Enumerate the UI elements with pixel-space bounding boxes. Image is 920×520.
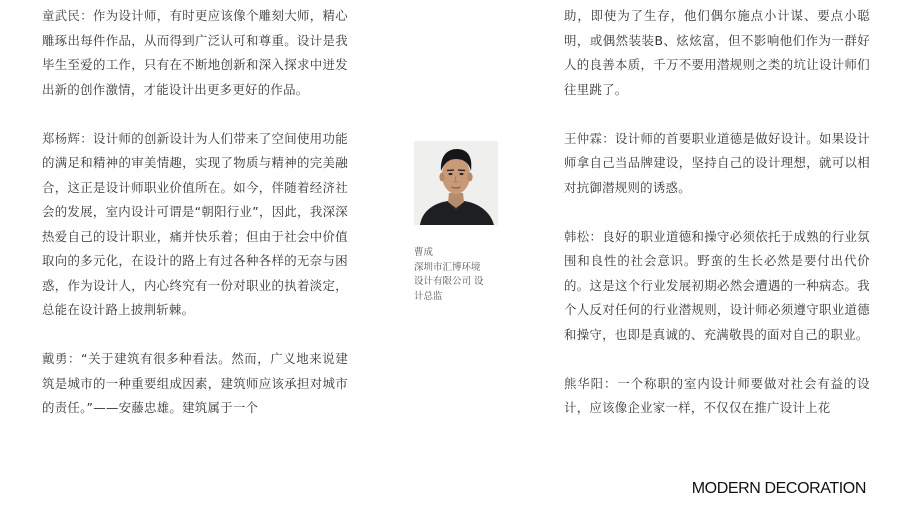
paragraph-text: 助，即使为了生存，他们偶尔施点小计谋、要点小聪明，或偶然装装B、炫炫富，但不影响他们作为一群好人的良善本质，千万不要用潜规则之类的坑让设计师们往里跳了。 — [564, 8, 870, 97]
paragraph-wang-zhonglin — [564, 127, 870, 201]
speaker-name: 韩松： — [564, 228, 603, 244]
caption-line: 深圳市汇博环境 — [414, 261, 481, 273]
paragraph-text: 作为设计师，有时更应该像个雕刻大师，精心雕琢出每件作品，从而得到广泛认可和尊重。设计是我毕生至爱的工作，只有在不断地创新和深入探求中迸发出新的创作激情，才能设计出更多更好的作品。 — [42, 8, 349, 97]
magazine-brand: MODERN DECORATION — [691, 480, 866, 497]
paragraph-continued — [564, 4, 870, 102]
speaker-name: 熊华阳： — [564, 375, 618, 391]
caption-line: 计总监 — [414, 290, 443, 302]
speaker-name: 王仲霖： — [564, 130, 616, 146]
paragraph-tong-wumin — [42, 4, 348, 102]
speaker-name: 郑杨辉： — [42, 130, 94, 146]
paragraph-xiong-huayang — [564, 372, 870, 421]
paragraph-zheng-yanghui — [42, 127, 348, 323]
paragraph-text: 设计师的首要职业道德是做好设计。如果设计师拿自己当品牌建设，坚持自己的设计理想，就可以相对抗御潜规则的诱惑。 — [564, 130, 871, 195]
speaker-name: 童武民： — [42, 8, 94, 23]
paragraph-dai-yong — [42, 347, 348, 421]
paragraph-text: “关于建筑有很多种看法。然而，广义地来说建筑是城市的一种重要组成因素，建筑师应该承担对城市的责任。”——安藤忠雄。建筑属于一个 — [42, 351, 349, 415]
photo-caption — [414, 246, 504, 304]
speaker-name: 戴勇： — [42, 351, 82, 366]
paragraph-han-song — [564, 225, 870, 348]
paragraph-text: 良好的职业道德和操守必须依托于成熟的行业氛围和良性的社会意识。野蛮的生长必然是要付出代价的。这是这个行业发展初期必然会遭遇的一种病态。我个人反对任何的行业潜规则，设计师必须遵守职业道德和操守，也即是真诚的、充满敬畏的面对自己的职业。 — [564, 228, 870, 342]
portrait-image — [414, 141, 498, 225]
caption-name: 曹成 — [414, 247, 434, 258]
paragraph-text: 设计师的创新设计为人们带来了空间使用功能的满足和精神的审美情趣，实现了物质与精神的完美融合，这正是设计师职业价值所在。如今，伴随着经济社会的发展，室内设计可谓是“朝阳行业”，因此，我深深热爱自己的设计职业，痛并快乐着；但由于社会中价值取向的多元化，在设计的路上有过各种各样的无奈与困惑，作为设计人，内心终究有一份对职业的执着淡定，总能在设计路上披荆斩棘。 — [42, 130, 349, 317]
left-text-column — [42, 4, 348, 445]
paragraph-text: 一个称职的室内设计师要做对社会有益的设计，应该像企业家一样，不仅仅在推广设计上花 — [564, 375, 870, 415]
portrait-photo — [414, 141, 498, 225]
caption-line: 设计有限公司 设 — [414, 276, 484, 287]
right-text-column — [564, 4, 870, 445]
